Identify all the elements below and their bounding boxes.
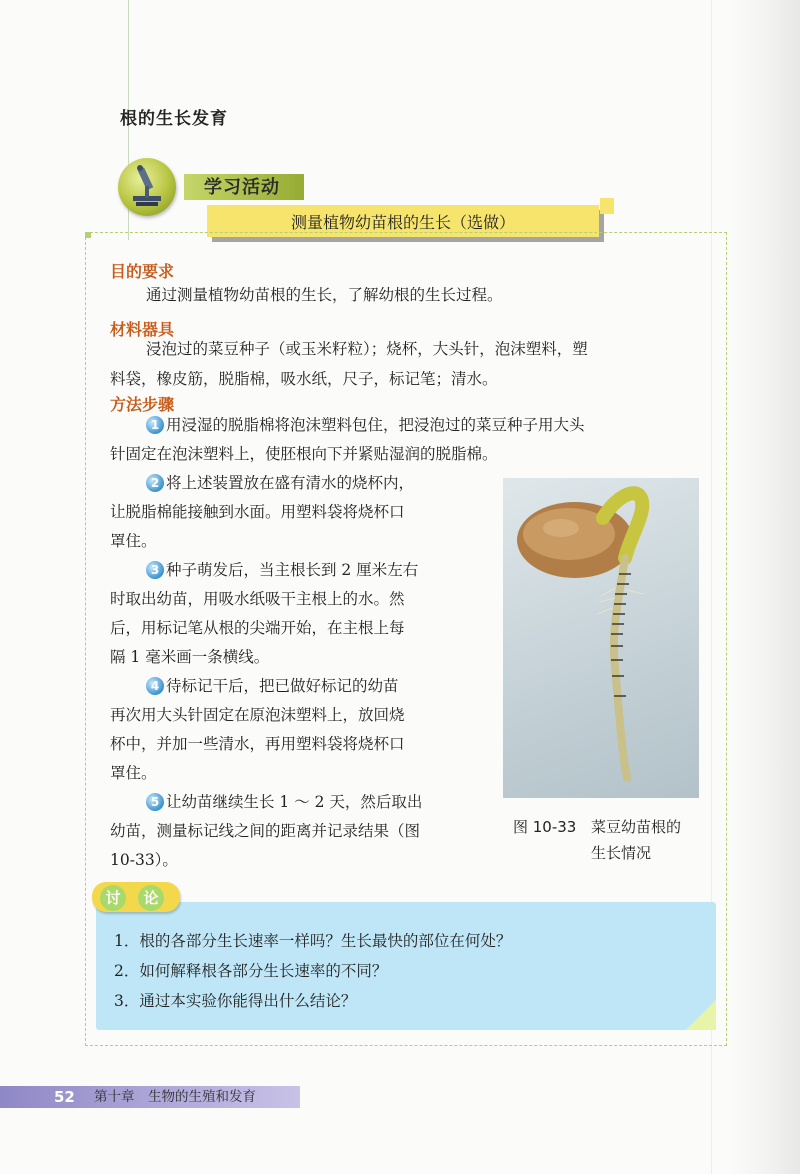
step-1-line-1 bbox=[146, 410, 585, 440]
page-spine-shadow bbox=[730, 0, 800, 1174]
page-number: 52 bbox=[54, 1088, 75, 1106]
seedling-photo bbox=[503, 478, 699, 798]
step-4-line-1 bbox=[146, 671, 399, 701]
step-3-line-1 bbox=[146, 555, 418, 585]
activity-title: 测量植物幼苗根的生长（选做） bbox=[290, 212, 515, 232]
figure-number: 图 10-33 bbox=[513, 818, 577, 836]
step-3-line-4: 隔 1 毫米画一条横线。 bbox=[110, 648, 270, 666]
materials-line-2: 料袋，橡皮筋，脱脂棉，吸水纸，尺子，标记笔；清水。 bbox=[110, 370, 498, 388]
step-4-line-2: 再次用大头针固定在原泡沫塑料上，放回烧 bbox=[110, 706, 405, 724]
objective-heading: 目的要求 bbox=[110, 262, 175, 281]
discussion-tag-char-1: 讨 bbox=[100, 885, 126, 911]
step-5-line-2: 幼苗，测量标记线之间的距离并记录结果（图 bbox=[110, 822, 421, 840]
step-number-icon: 5 bbox=[146, 793, 164, 811]
step-2-line-2: 让脱脂棉能接触到水面。用塑料袋将烧杯口 bbox=[110, 503, 405, 521]
section-title: 根的生长发育 bbox=[120, 109, 228, 129]
step-2-line-3: 罩住。 bbox=[110, 532, 157, 550]
discussion-page-fold bbox=[686, 1000, 716, 1030]
step-3-text: 种子萌发后，当主根长到 2 厘米左右 bbox=[166, 561, 419, 579]
discussion-tag-char-2: 论 bbox=[138, 885, 164, 911]
step-number-icon: 2 bbox=[146, 474, 164, 492]
step-4-line-3: 杯中，并加一些清水，再用塑料袋将烧杯口 bbox=[110, 735, 405, 753]
figure-caption-line-1: 菜豆幼苗根的 bbox=[591, 818, 682, 836]
step-2-text: 将上述装置放在盛有清水的烧杯内， bbox=[166, 474, 415, 492]
microscope-icon bbox=[118, 158, 176, 216]
materials-line-1: 浸泡过的菜豆种子（或玉米籽粒）；烧杯，大头针，泡沫塑料，塑 bbox=[146, 340, 588, 358]
step-1-line-2: 针固定在泡沫塑料上，使胚根向下并紧贴湿润的脱脂棉。 bbox=[110, 445, 498, 463]
step-4-line-4: 罩住。 bbox=[110, 764, 157, 782]
step-number-icon: 1 bbox=[146, 416, 164, 434]
step-5-line-1 bbox=[146, 787, 422, 817]
method-heading: 方法步骤 bbox=[110, 395, 175, 414]
chapter-title: 第十章 生物的生殖和发育 bbox=[94, 1089, 256, 1105]
discussion-question-2: 2．如何解释根各部分生长速率的不同？ bbox=[114, 962, 388, 980]
step-4-text: 待标记干后，把已做好标记的幼苗 bbox=[166, 677, 399, 695]
materials-heading: 材料器具 bbox=[110, 320, 175, 339]
activity-label: 学习活动 bbox=[204, 177, 280, 198]
step-number-icon: 3 bbox=[146, 561, 164, 579]
step-2-line-1 bbox=[146, 468, 414, 498]
discussion-question-1: 1．根的各部分生长速率一样吗？生长最快的部位在何处？ bbox=[114, 932, 512, 950]
banner-tab bbox=[600, 198, 614, 214]
step-3-line-2: 时取出幼苗，用吸水纸吸干主根上的水。然 bbox=[110, 590, 405, 608]
step-5-text: 让幼苗继续生长 1 ～ 2 天，然后取出 bbox=[166, 793, 423, 811]
objective-text: 通过测量植物幼苗根的生长，了解幼根的生长过程。 bbox=[146, 286, 503, 304]
step-number-icon: 4 bbox=[146, 677, 164, 695]
step-1-text: 用浸湿的脱脂棉将泡沫塑料包住，把浸泡过的菜豆种子用大头 bbox=[166, 416, 585, 434]
discussion-question-3: 3．通过本实验你能得出什么结论？ bbox=[114, 992, 357, 1010]
figure-caption-line-2: 生长情况 bbox=[591, 844, 652, 862]
step-3-line-3: 后，用标记笔从根的尖端开始，在主根上每 bbox=[110, 619, 405, 637]
frame-corner bbox=[85, 232, 91, 238]
step-5-line-3: 10-33）。 bbox=[110, 851, 178, 869]
